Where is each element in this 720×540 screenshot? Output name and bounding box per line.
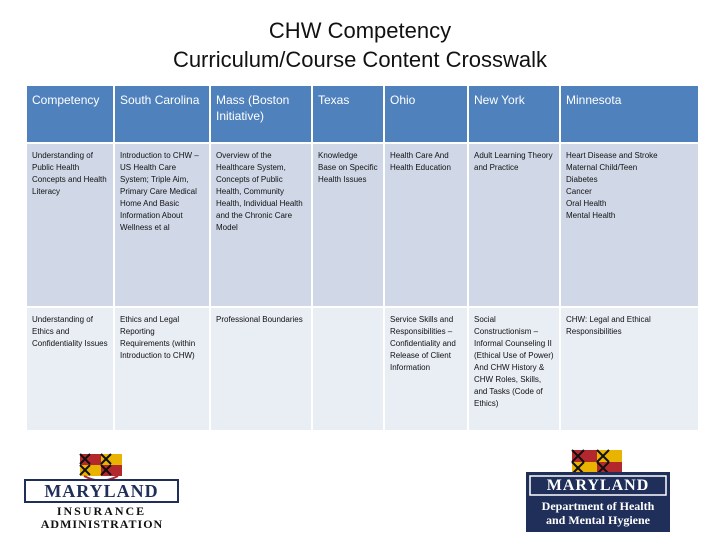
cell-ohio: Health Care And Health Education <box>385 144 467 306</box>
table-row <box>27 144 698 306</box>
minnesota-topic: Mental Health <box>566 211 616 220</box>
dhmh-logo-line3: and Mental Hygiene <box>546 513 650 527</box>
minnesota-topic: Heart Disease and Stroke <box>566 151 658 160</box>
dhmh-logo-line2: Department of Health <box>541 499 655 513</box>
minnesota-topic: Cancer <box>566 187 592 196</box>
cell-new-york: Adult Learning Theory and Practice <box>469 144 559 306</box>
slide-title-line2: Curriculum/Course Content Crosswalk <box>172 47 548 72</box>
cell-texas <box>313 308 383 430</box>
maryland-dhmh-logo <box>520 448 675 534</box>
header-new-york: New York <box>469 86 559 142</box>
minnesota-topic: Diabetes <box>566 175 598 184</box>
cell-minnesota <box>561 308 698 430</box>
cell-mass: Overview of the Healthcare System, Concepts of Public Health, Community Health, Individual Health and the Chronic Care Model <box>211 144 311 306</box>
minnesota-topic: Oral Health <box>566 199 607 208</box>
dhmh-logo-line1: MARYLAND <box>546 477 650 494</box>
minnesota-topic: CHW: Legal and Ethical Responsibilities <box>566 315 651 336</box>
cell-mass: Professional Boundaries <box>211 308 311 430</box>
cell-south-carolina: Introduction to CHW – US Health Care System; Triple Aim, Primary Care Medical Home And Basic Information About Wellness et al <box>115 144 209 306</box>
crosswalk-table <box>25 84 700 432</box>
cell-competency: Understanding of Public Health Concepts and Health Literacy <box>27 144 113 306</box>
cell-ohio: Service Skills and Responsibilities – Confidentiality and Release of Client Information <box>385 308 467 430</box>
header-ohio: Ohio <box>385 86 467 142</box>
mia-logo-line3: ADMINISTRATION <box>40 517 164 531</box>
mia-logo-line1: MARYLAND <box>44 481 159 501</box>
slide-title-line1: CHW Competency <box>268 18 452 43</box>
minnesota-topic: Maternal Child/Teen <box>566 163 638 172</box>
header-texas: Texas <box>313 86 383 142</box>
table-header-row <box>27 86 698 142</box>
header-competency: Competency <box>27 86 113 142</box>
table-row <box>27 308 698 430</box>
cell-texas: Knowledge Base on Specific Health Issues <box>313 144 383 306</box>
slide-title <box>0 16 720 74</box>
header-mass: Mass (Boston Initiative) <box>211 86 311 142</box>
cell-new-york: Social Constructionism – Informal Counseling II (Ethical Use of Power) And CHW History & CHW Roles, Skills, and Tasks (Code of Ethics) <box>469 308 559 430</box>
cell-south-carolina: Ethics and Legal Reporting Requirements (within Introduction to CHW) <box>115 308 209 430</box>
cell-minnesota <box>561 144 698 306</box>
maryland-insurance-administration-logo <box>22 452 182 532</box>
cell-competency: Understanding of Ethics and Confidentiality Issues <box>27 308 113 430</box>
mia-logo-line2: INSURANCE <box>56 504 147 518</box>
header-minnesota: Minnesota <box>561 86 698 142</box>
header-south-carolina: South Carolina <box>115 86 209 142</box>
